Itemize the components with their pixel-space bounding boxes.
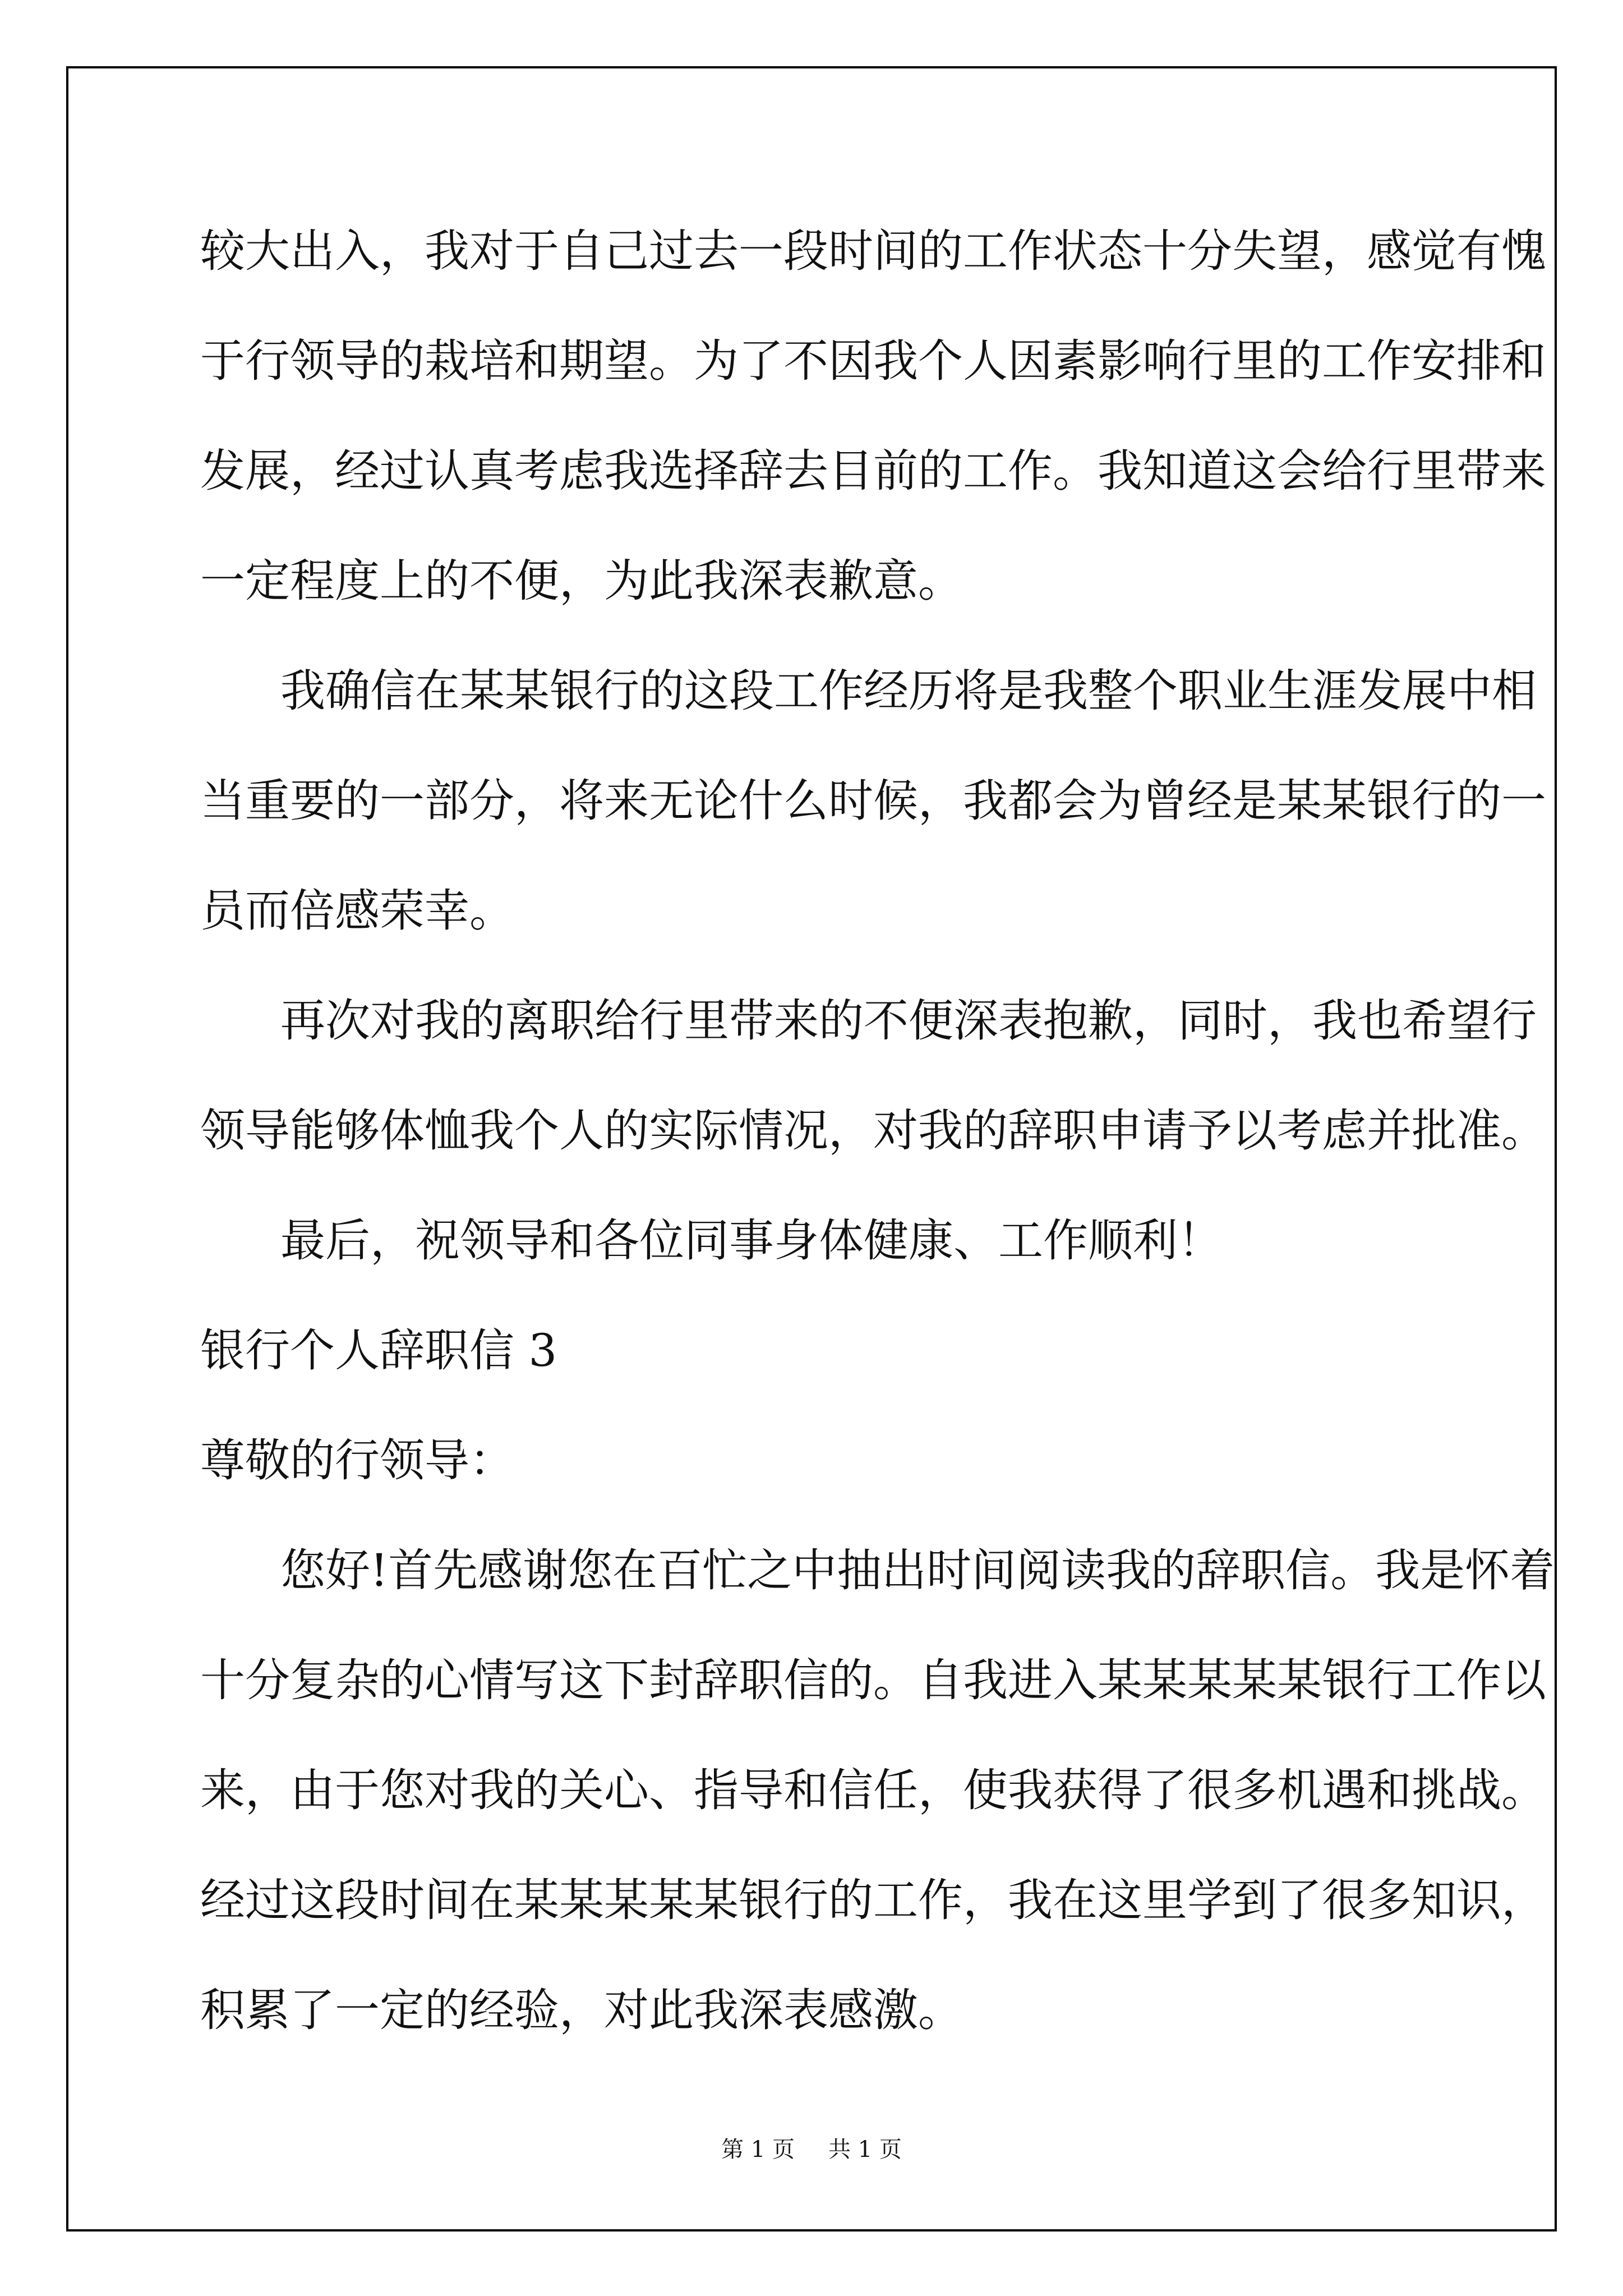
text-line-9: 领导能够体恤我个人的实际情况，对我的辞职申请予以考虑并批准。 xyxy=(200,1105,1546,1157)
text-line-7: 员而倍感荣幸。 xyxy=(200,885,514,937)
text-line-3: 发展，经过认真考虑我选择辞去目前的工作。我知道这会给行里带来 xyxy=(200,445,1546,497)
page-number: 第 1 页 xyxy=(721,2137,795,2162)
salutation: 尊敬的行领导： xyxy=(200,1434,514,1487)
text-line-1: 较大出入，我对于自己过去一段时间的工作状态十分失望，感觉有愧 xyxy=(200,225,1546,277)
text-line-2: 于行领导的栽培和期望。为了不因我个人因素影响行里的工作安排和 xyxy=(200,335,1546,387)
text-line-13: 您好!首先感谢您在百忙之中抽出时间阅读我的辞职信。我是怀着 xyxy=(280,1544,1555,1596)
text-line-10: 最后，祝领导和各位同事身体健康、工作顺利！ xyxy=(280,1214,1223,1267)
text-line-14: 十分复杂的心情写这下封辞职信的。自我进入某某某某某银行工作以 xyxy=(200,1654,1546,1706)
page-total: 共 1 页 xyxy=(828,2137,902,2162)
text-line-6: 当重要的一部分，将来无论什么时候，我都会为曾经是某某银行的一 xyxy=(200,775,1546,827)
text-line-8: 再次对我的离职给行里带来的不便深表抱歉，同时，我也希望行 xyxy=(280,995,1537,1047)
text-line-5: 我确信在某某银行的这段工作经历将是我整个职业生涯发展中相 xyxy=(280,665,1537,717)
text-line-15: 来，由于您对我的关心、指导和信任，使我获得了很多机遇和挑战。 xyxy=(200,1764,1546,1816)
text-line-17: 积累了一定的经验，对此我深表感激。 xyxy=(200,1984,963,2036)
text-line-4: 一定程度上的不便，为此我深表歉意。 xyxy=(200,555,963,607)
section-heading: 银行个人辞职信 3 xyxy=(200,1324,557,1377)
page-footer xyxy=(0,2136,1623,2164)
text-line-16: 经过这段时间在某某某某某银行的工作，我在这里学到了很多知识， xyxy=(200,1874,1546,1926)
